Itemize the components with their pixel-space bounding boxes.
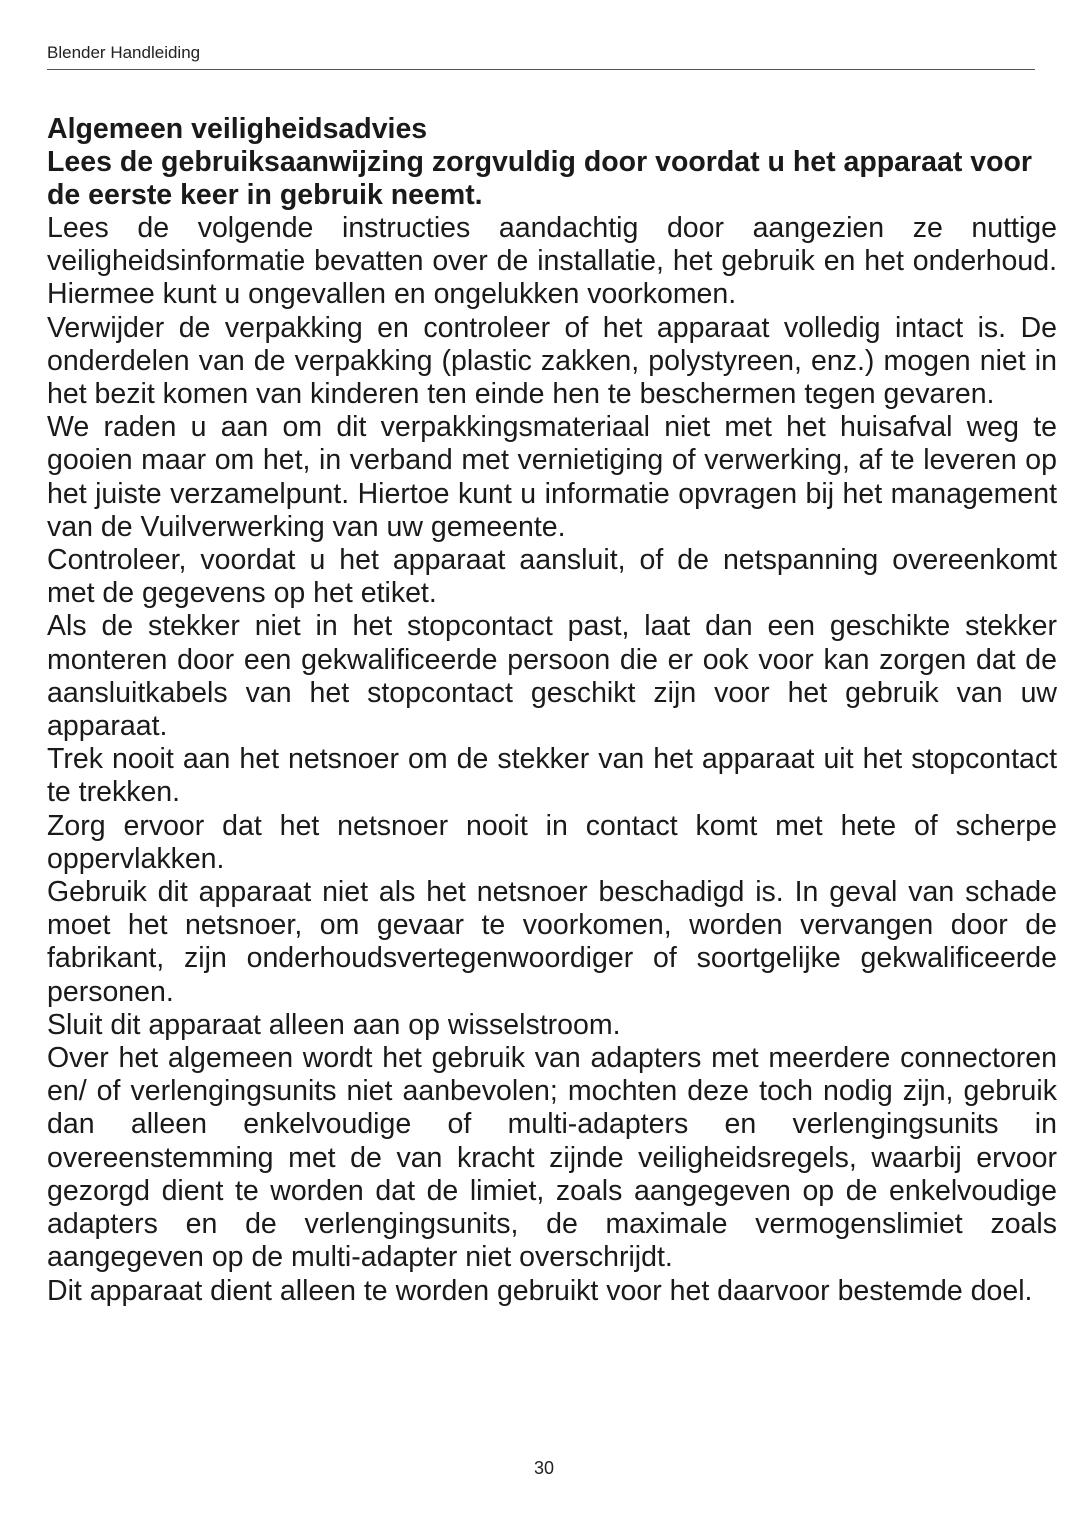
header-divider [47,69,1035,70]
paragraph-plug-replacement: Als de stekker niet in het stopcontact past, laat dan een geschikte stekker monteren door een gekwalificeerde persoon die er ook voor kan zorgen dat de aansluitkabels van het stopcontact geschikt zijn voor het gebruik van uw apparaat. [47,610,1057,743]
paragraph-intended-use: Dit apparaat dient alleen te worden gebruikt voor het daarvoor bestemde doel. [47,1274,1033,1307]
page-body [47,113,1057,1308]
paragraph-remove-packaging: Verwijder de verpakking en controleer of het apparaat volledig intact is. De onderdelen van de verpakking (plastic zakken, polystyreen, enz.) mogen niet in het bezit komen van kinderen ten einde hen te beschermen tegen gevaren. [47,311,1057,411]
running-header: Blender Handleiding [47,43,201,62]
lead-instruction: Lees de gebruiksaanwijzing zorgvuldig door voordat u het apparaat voor de eerste keer in gebruik neemt. [47,146,1032,211]
paragraph-cord-hot-surfaces: Zorg ervoor dat het netsnoer nooit in contact komt met hete of scherpe oppervlakken. [47,809,1057,875]
paragraph-instructions-intro: Lees de volgende instructies aandachtig door aangezien ze nuttige veiligheidsinformatie bevatten over de installatie, het gebruik en het onderhoud. Hiermee kunt u ongevallen en ongelukken voorkomen. [47,212,1057,311]
paragraph-damaged-cord: Gebruik dit apparaat niet als het netsnoer beschadigd is. In geval van schade moet het netsnoer, om gevaar te voorkomen, worden vervangen door de fabrikant, zijn onderhoudsvertegenwoordiger of soortgelijke gekwalificeerde personen. [47,876,1057,1008]
page-number: 30 [533,1458,555,1478]
paragraph-packaging-disposal: We raden u aan om dit verpakkingsmateriaal niet met het huisafval weg te gooien maar om het, in verband met vernietiging of verwerking, af te leveren op het juiste verzamelpunt. Hiertoe kunt u informatie opvragen bij het management van de Vuilverwerking van uw gemeente. [47,411,1057,543]
paragraph-check-voltage: Controleer, voordat u het apparaat aansluit, of de netspanning overeenkomt met de gegevens op het etiket. [47,544,1057,610]
paragraph-do-not-pull-cord: Trek nooit aan het netsnoer om de stekker van het apparaat uit het stopcontact te trekken. [47,743,1057,809]
paragraph-adapters: Over het algemeen wordt het gebruik van adapters met meerdere connectoren en/ of verlengingsunits niet aanbevolen; mochten deze toch nodig zijn, gebruik dan alleen enkelvoudige of multi-adapters en verlengingsunits in overeenstemming met de van kracht zijnde veiligheidsregels, waarbij ervoor gezorgd dient te worden dat de limiet, zoals aangegeven op de enkelvoudige adapters en de verlengingsunits, de maximale vermogenslimiet zoals aangegeven op de multi-adapter niet overschrijdt. [47,1042,1057,1274]
paragraph-alternating-current: Sluit dit apparaat alleen aan op wisselstroom. [47,1008,621,1041]
section-title: Algemeen veiligheidsadvies [47,113,428,145]
